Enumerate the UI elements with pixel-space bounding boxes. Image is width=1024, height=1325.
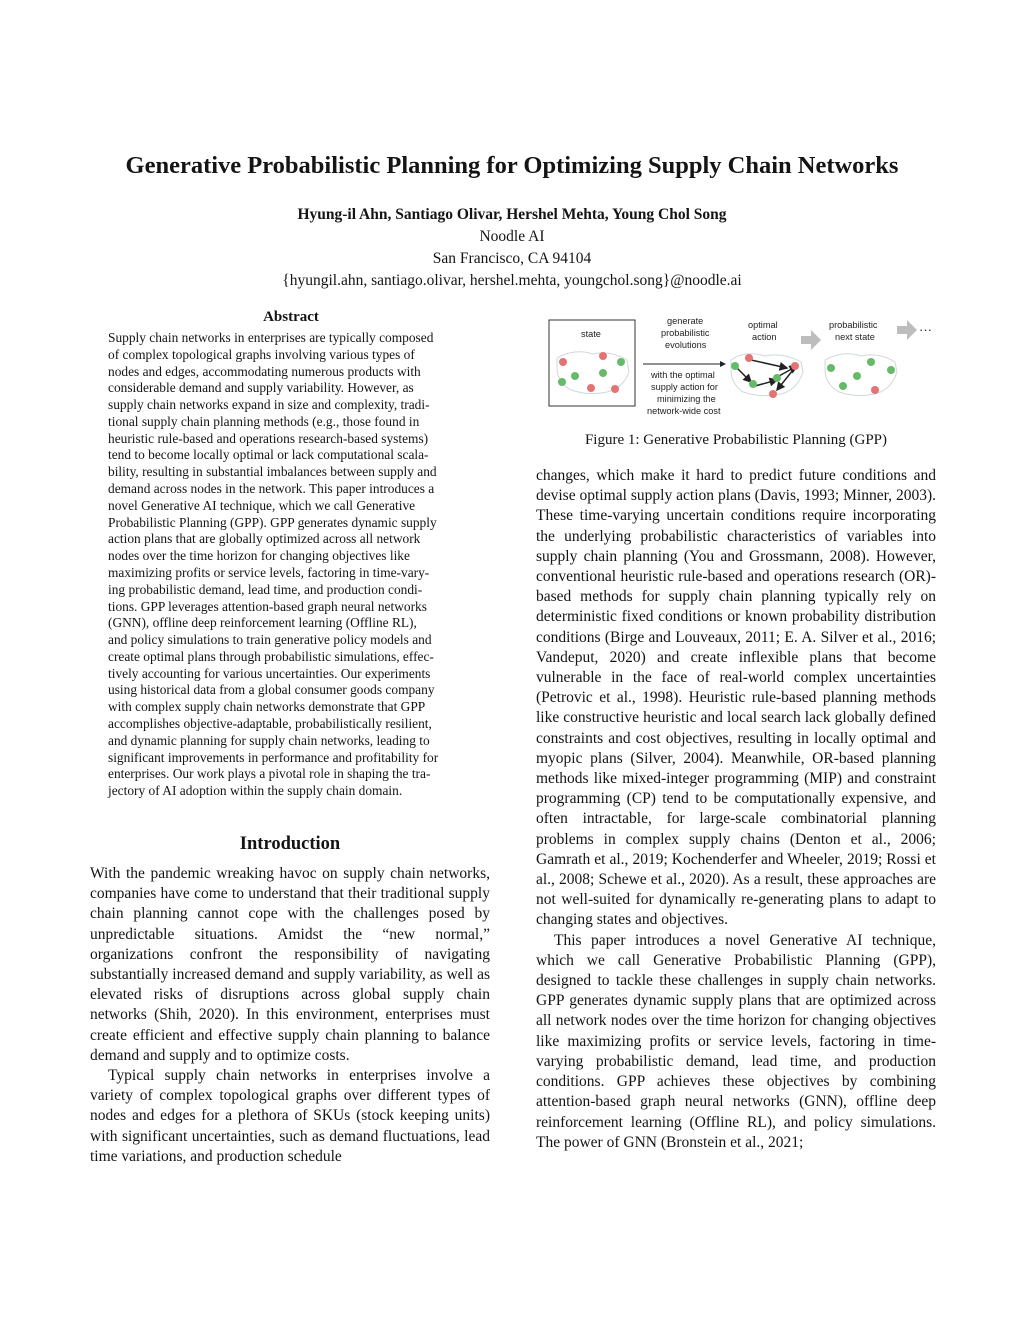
abstract-line: supply chain networks expand in size and complexity, tradi- xyxy=(108,397,430,413)
affiliation: Noodle AI xyxy=(479,228,545,245)
supply-node xyxy=(599,369,607,377)
state-label: state xyxy=(581,329,601,339)
abstract-line: create optimal plans through probabilistic simulations, effec- xyxy=(108,648,434,664)
supply-node xyxy=(827,364,835,372)
abstract-line: bility, resulting in substantial imbalances between supply and xyxy=(108,464,437,480)
supply-node xyxy=(617,358,625,366)
abstract-line: tively accounting for various uncertainties. Our experiments xyxy=(108,665,431,681)
next-state-label: probabilistic xyxy=(829,320,878,330)
supply-node xyxy=(558,378,566,386)
map-outline xyxy=(825,354,897,396)
supply-node xyxy=(571,372,579,380)
optimal-action-label: action xyxy=(752,332,777,342)
section-heading-introduction: Introduction xyxy=(239,834,341,854)
optimal-supply-label: network-wide cost xyxy=(647,406,721,416)
abstract-line: nodes and edges, accommodating numerous products with xyxy=(108,363,421,379)
address: San Francisco, CA 94104 xyxy=(432,250,592,267)
abstract-line: nodes over the time horizon for changing objectives like xyxy=(108,548,410,564)
abstract-body xyxy=(108,330,474,800)
author-emails: {hyungil.ahn, santiago.olivar, hershel.mehta, youngchol.song}@noodle.ai xyxy=(282,272,742,289)
supply-node xyxy=(611,385,619,393)
abstract-line: ing probabilistic demand, lead time, and production condi- xyxy=(108,581,423,597)
abstract-line: significant improvements in performance and profitability for xyxy=(108,749,439,765)
supply-node xyxy=(599,352,607,360)
optimal-supply-label: with the optimal xyxy=(651,370,715,380)
abstract-line: tions. GPP leverages attention-based graph neural networks xyxy=(108,598,427,614)
supply-node xyxy=(731,362,739,370)
abstract-line: demand across nodes in the network. This paper introduces a xyxy=(108,481,435,497)
supply-node xyxy=(871,386,879,394)
abstract-line: jectory of AI adoption within the supply chain domain. xyxy=(108,783,403,799)
abstract-line: with complex supply chain networks demonstrate that GPP xyxy=(108,699,426,715)
supply-node xyxy=(749,380,757,388)
paragraph: Typical supply chain networks in enterprises involve a variety of complex topological graphs over different types of nodes and edges for a plethora of SKUs (stock keeping units) with significant uncertainties, such as demand fluctuations, lead time variations, and production schedule xyxy=(90,1067,490,1165)
abstract-line: and policy simulations to train generative policy models and xyxy=(108,632,432,648)
paragraph: changes, which make it hard to predict future conditions and devise optimal supply action plans (Davis, 1993; Minner, 2003). These time-varying uncertain conditions require incorporating the underlying probabilistic characteristics of variables into supply chain planning (You and Grossmann, 2008). However, conventional heuristic rule-based and operations research (OR)-based methods for supply chain planning typically rely on deterministic fixed conditions or known probability distribution conditions (Birge and Louveaux, 2011; E. A. Silver et al., 2016; Vandeput, 2020) and create inflexible plans that become vulnerable in the face of real-world complex uncertainties (Petrovic et al., 1998). Heuristic rule-based planning methods like constructive heuristic and local search lack globally defined constraints and cost objectives, resulting in locally optimal and myopic plans (Silver, 2004). Meanwhile, OR-based planning methods like mixed-integer programming (MIP) and constraint programming (CP) tend to be computationally expensive, and often intractable, for large-scale combinatorial planning problems in complex supply chains (Denton et al., 2006; Gamrath et al., 2019; Kochenderfer and Wheeler, 2019; Rossi et al., 2008; Schewe et al., 2020). As a result, these approaches are not well-suited for dynamically re-generating plans to adapt to changing states and objectives. xyxy=(536,467,936,929)
supply-node xyxy=(867,358,875,366)
paragraph: This paper introduces a novel Generative AI technique, which we call Generative Probabilistic Planning (GPP), designed to tackle these challenges in supply chain networks. GPP generates dynamic supply plans that are optimized across all network nodes over the time horizon for changing objectives like maximizing profits or service levels, factoring in time-varying probabilistic demand, lead time, and production conditions. GPP achieves these objectives by combining attention-based graph neural networks (GNN), offline deep reinforcement learning (Offline RL), and policy simulations. The power of GNN (Bronstein et al., 2021; xyxy=(536,931,936,1151)
abstract-line: Probabilistic Planning (GPP). GPP generates dynamic supply xyxy=(108,514,437,530)
generate-label: probabilistic xyxy=(661,328,710,338)
optimal-supply-label: minimizing the xyxy=(657,394,716,404)
paper-title: Generative Probabilistic Planning for Optimizing Supply Chain Networks xyxy=(125,152,899,179)
supply-node xyxy=(887,366,895,374)
abstract-line: considerable demand and supply variability. However, as xyxy=(108,380,414,396)
optimal-action-label: optimal xyxy=(748,320,778,330)
supply-node xyxy=(791,362,799,370)
abstract-line: Supply chain networks in enterprises are typically composed xyxy=(108,330,434,345)
supply-node xyxy=(745,354,753,362)
paragraph: With the pandemic wreaking havoc on supply chain networks, companies have come to understand that their traditional supply chain planning cannot cope with the challenges posed by unpredictable situations. Amidst the “new normal,” organizations confront the responsibility of navigating substantially increased demand and supply variability, as well as elevated risks of disruptions across global supply chain networks (Shih, 2020). In this environment, enterprises must create efficient and effective supply chain planning to balance demand and supply and to optimize costs. xyxy=(90,865,490,1064)
supply-node xyxy=(773,374,781,382)
generate-label: evolutions xyxy=(665,340,707,350)
left-column-text xyxy=(90,864,490,1167)
map-outline xyxy=(731,354,803,396)
supply-node xyxy=(559,358,567,366)
next-arrow-icon xyxy=(897,320,917,340)
figure-caption: Figure 1: Generative Probabilistic Planning (GPP) xyxy=(584,432,888,448)
abstract-line: enterprises. Our work plays a pivotal role in shaping the tra- xyxy=(108,766,431,782)
action-edge xyxy=(755,380,777,386)
optimal-supply-label: supply action for xyxy=(651,382,718,392)
supply-node xyxy=(587,384,595,392)
abstract-line: tional supply chain planning methods (e.g., those found in xyxy=(108,413,420,429)
author-list: Hyung-il Ahn, Santiago Olivar, Hershel Mehta, Young Chol Song xyxy=(297,206,727,223)
abstract-line: accomplishes objective-adaptable, probabilistically resilient, xyxy=(108,715,432,731)
supply-node xyxy=(769,390,777,398)
action-edge xyxy=(751,360,787,368)
right-column-text xyxy=(536,466,936,1153)
ellipsis: ··· xyxy=(919,322,932,337)
abstract-line: (GNN), offline deep reinforcement learning (Offline RL), xyxy=(108,615,417,631)
action-edge xyxy=(737,368,751,382)
supply-node xyxy=(853,372,861,380)
abstract-line: of complex topological graphs involving various types of xyxy=(108,346,415,362)
next-arrow-icon xyxy=(801,330,821,350)
supply-node xyxy=(839,382,847,390)
generate-label: generate xyxy=(667,316,704,326)
abstract-line: and dynamic planning for supply chain networks, leading to xyxy=(108,732,430,748)
abstract-line: heuristic rule-based and operations research-based systems) xyxy=(108,430,429,446)
gpp-figure xyxy=(545,310,935,425)
abstract-line: using historical data from a global consumer goods company xyxy=(108,682,435,698)
abstract-line: maximizing profits or service levels, factoring in time-vary- xyxy=(108,564,430,580)
abstract-heading: Abstract xyxy=(263,309,319,325)
abstract-line: tend to become locally optimal or lack computational scala- xyxy=(108,447,429,463)
abstract-line: action plans that are globally optimized across all network xyxy=(108,531,421,547)
next-state-label: next state xyxy=(835,332,875,342)
abstract-line: novel Generative AI technique, which we call Generative xyxy=(108,497,416,513)
